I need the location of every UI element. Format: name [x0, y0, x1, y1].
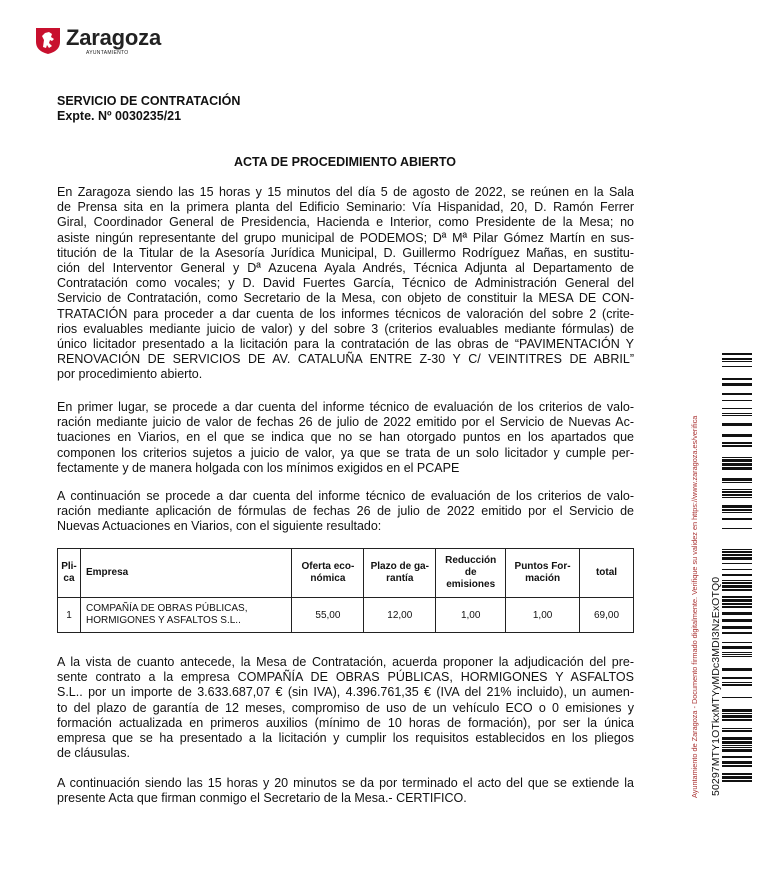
text-line: tuaciones en Viarios, en el que se indica que no se han otorgado puntos en los apartados que — [57, 430, 634, 445]
paragraph-closing — [57, 776, 634, 806]
text-line: S.L.. por un importe de 3.633.687,07 € (sin IVA), 4.396.761,35 € (IVA del 21% incluido), un aumen- — [57, 685, 634, 700]
paragraph-adjudication — [57, 655, 634, 761]
text-line: fectamente y de manera holgada con los mínimos exigidos en el PCAPE — [57, 460, 460, 475]
text-line: de cláusulas. — [57, 746, 130, 761]
cell-total: 69,00 — [580, 598, 634, 633]
text-line: formación actualizada en primeros auxilios (mínimo de 10 horas de formación), por ser la única — [57, 715, 634, 730]
text-line: componen los criterios sujetos a juicio de valor, ya que se trata de un solo licitador y cumple per- — [57, 445, 634, 460]
header-plazo: Plazo de ga- rantía — [364, 549, 436, 598]
text-line: Contratación como vocales; y D. David Fuertes García, Técnico de Administración General del — [57, 276, 634, 291]
cell-reduccion: 1,00 — [436, 598, 506, 633]
barcode-icon — [722, 353, 752, 793]
zaragoza-logo — [35, 27, 161, 56]
paragraph-opening — [57, 185, 634, 383]
text-line: asiste ningún representante del grupo municipal de PODEMOS; Dª Mª Pilar Gómez Martín en sus- — [57, 230, 634, 245]
paragraph-judgment-criteria — [57, 400, 634, 476]
header-reduccion: Reducción de emisiones — [436, 549, 506, 598]
text-line: de Prensa sita en la primera planta del Edificio Seminario: Vía Hispanidad, 20, D. Ramón Ferrer — [57, 200, 634, 215]
text-line: empresa que se ha presentado a la licitación y cumplir los requisitos establecidos en los pliegos — [57, 731, 634, 746]
text-line: ración mediante juicio de valor de fechas 26 de julio de 2022 emitido por el Servicio de Nuevas Ac- — [57, 415, 634, 430]
logo-subtitle: AYUNTAMIENTO — [86, 50, 129, 56]
csv-code-text: 50297MTY1OTkxMTYyMDc3MDI3NzExOTQ0 — [710, 576, 722, 796]
document-title: ACTA DE PROCEDIMIENTO ABIERTO — [233, 155, 456, 169]
text-line: Giral, Coordinador General de Presidencia, Hacienda e Interior, como Presidente de la Mesa; no — [57, 215, 634, 230]
text-line: En Zaragoza siendo las 15 horas y 15 minutos del día 5 de agosto de 2022, se reúnen en la Sala — [57, 185, 634, 199]
verification-text: Ayuntamiento de Zaragoza - Documento firmado digitalmente. Verifique su validez en https://www.zaragoza.es/verifica — [690, 415, 699, 798]
text-line: titución de la Titular de la Asesoría Jurídica Municipal, D. Guillermo Rodríguez Mañas, en sustitu- — [57, 245, 634, 260]
header-empresa: Empresa — [80, 549, 292, 598]
text-line: A la vista de cuanto antecede, la Mesa de Contratación, acuerda proponer la adjudicación del pre- — [57, 655, 634, 669]
logo-name: Zaragoza — [66, 25, 161, 50]
header-formacion: Puntos For- mación — [506, 549, 580, 598]
text-line: to del plazo de garantía de 12 meses, compromiso de uso de un vehículo ECO o 0 emisiones y — [57, 700, 634, 715]
text-line: TRATACIÓN para proceder a dar cuenta de los informes técnicos de valoración del sobre 2 (crite- — [57, 306, 634, 321]
text-line: rios evaluables mediante juicio de valor) y del sobre 3 (criterios evaluables mediante fórmulas) de — [57, 321, 634, 336]
results-table — [57, 548, 634, 633]
cell-empresa: COMPAÑÍA DE OBRAS PÚBLICAS, HORMIGONES Y ASFALTOS S.L.. — [80, 598, 292, 633]
text-line: A continuación se procede a dar cuenta del informe técnico de evaluación de los criterios de valo- — [57, 489, 634, 503]
cell-plazo: 12,00 — [364, 598, 436, 633]
text-line: RENOVACIÓN DE SERVICIOS DE AV. CATALUÑA ENTRE Z-30 Y C/ VEINTITRES DE ABRIL” — [57, 352, 634, 367]
text-line: ración mediante aplicación de fórmulas de fechas 26 de julio de 2022 emitido por el Servicio de — [57, 504, 634, 519]
cell-plica: 1 — [58, 598, 81, 633]
document-header — [57, 94, 240, 124]
header-oferta: Oferta eco- nómica — [292, 549, 364, 598]
text-line: presente Acta que firman conmigo el Secretario de la Mesa.- CERTIFICO. — [57, 791, 467, 806]
text-line: A continuación siendo las 15 horas y 20 minutos se da por terminado el acto del que se extiende la — [57, 776, 634, 790]
lion-shield-icon — [35, 27, 61, 55]
text-line: sente contrato a la empresa COMPAÑÍA DE OBRAS PÚBLICAS, HORMIGONES Y ASFALTOS — [57, 670, 634, 685]
text-line: por procedimiento abierto. — [57, 367, 203, 382]
service-name: SERVICIO DE CONTRATACIÓN — [57, 94, 241, 108]
table-header-row — [58, 549, 634, 598]
text-line: En primer lugar, se procede a dar cuenta del informe técnico de evaluación de los criterios de valo- — [57, 400, 634, 414]
text-line: único licitador presentado a la licitación para la contratación de las obras de “PAVIMENTACIÓN Y — [57, 337, 634, 352]
cell-oferta: 55,00 — [292, 598, 364, 633]
file-number: Expte. Nº 0030235/21 — [57, 109, 182, 123]
text-line: Nuevas Actuaciones en Viarios, con el siguiente resultado: — [57, 519, 382, 534]
cell-formacion: 1,00 — [506, 598, 580, 633]
table-row — [58, 598, 634, 633]
header-plica: Pli- ca — [58, 549, 81, 598]
header-total: total — [580, 549, 634, 598]
paragraph-formula-criteria — [57, 489, 634, 535]
text-line: ción del Interventor General y Dª Azucena Ayala Andrés, Técnica Adjunta al Departamento de — [57, 261, 634, 276]
text-line: Servicio de Contratación, como Secretario de la Mesa, con objeto de constituir la MESA DE CON- — [57, 291, 634, 306]
